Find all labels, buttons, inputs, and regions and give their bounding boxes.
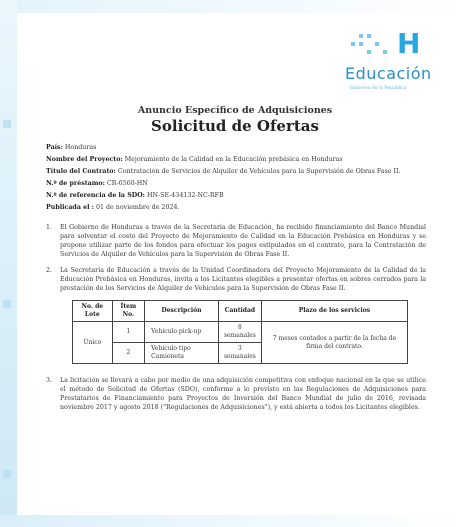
plazo-cell: 7 meses contados a partir de la fecha de firma del contrato. <box>261 322 407 364</box>
field-value: Honduras <box>62 144 97 151</box>
logo-wordmark: Educación <box>345 64 432 83</box>
field-value: Mejoramiento de la Calidad en la Educación prebásica en Honduras <box>122 156 343 163</box>
field-value: CR-6560-HN <box>104 180 148 187</box>
field-label: N.º de referencia de la SDO: <box>46 192 146 199</box>
list-item-text: La Secretaría de Educación a través de la Unidad Coordinadora del Proyecto Mejoramiento de la Calidad de la Educación Prebásica en Honduras, invita a los Licitantes elegibles a presentar ofertas en sobres cerrados para la prestación de los Servicios de Alquiler de Vehículos para la Supervisión de Obras Fase II. <box>60 267 426 292</box>
header-cell: Cantidad <box>218 301 261 322</box>
field-pais <box>46 143 426 152</box>
list-item <box>46 376 426 412</box>
field-label: Publicada el : <box>46 204 95 211</box>
logo-subtitle: Gobierno de la República <box>350 86 407 91</box>
table-header-row <box>73 301 408 322</box>
list-item-number: 3. <box>46 377 53 384</box>
document-body <box>46 143 426 419</box>
quantity-cell: 8 semanales <box>218 322 261 343</box>
logo-h-mark: H <box>397 27 421 60</box>
field-sdo <box>46 191 426 200</box>
field-label: Título del Contrato: <box>46 168 116 175</box>
header-cell: Descripción <box>145 301 219 322</box>
header-cell: No. de Lote <box>73 301 113 322</box>
field-publicada <box>46 203 426 212</box>
field-contrato <box>46 167 426 176</box>
item-cell: 2 <box>112 343 144 364</box>
field-proyecto <box>46 155 426 164</box>
list-item <box>46 266 426 293</box>
field-label: Nombre del Proyecto: <box>46 156 123 163</box>
lots-table <box>72 300 408 364</box>
header-cell: Ítem No. <box>112 301 144 322</box>
field-value: 01 de noviembre de 2024. <box>94 204 180 211</box>
numbered-list <box>46 223 426 412</box>
bottom-decor-band <box>0 515 470 527</box>
field-value: HN-SE-434132-NC-RFB <box>145 192 224 199</box>
item-cell: 1 <box>112 322 144 343</box>
quantity-cell: 3 semanales <box>218 343 261 364</box>
table-row <box>73 322 408 343</box>
field-prestamo <box>46 179 426 188</box>
lote-cell: Único <box>73 322 113 364</box>
left-decor-stripe <box>0 0 17 527</box>
header-cell: Plazo de los servicios <box>261 301 407 322</box>
logo-dots-icon <box>345 34 395 60</box>
field-label: N.º de préstamo: <box>46 180 105 187</box>
announcement-heading: Anuncio Específico de Adquisiciones <box>137 105 333 116</box>
field-value: Contratación de Servicios de Alquiler de Vehículos para la Supervisión de Obras Fase II. <box>115 168 401 175</box>
list-item-number: 2. <box>46 267 53 274</box>
description-cell: Vehículo pick-up <box>145 322 219 343</box>
list-item <box>46 223 426 259</box>
page-title: Solicitud de Ofertas <box>151 117 319 135</box>
description-cell: Vehículo tipo Camioneta <box>145 343 219 364</box>
top-decor-band <box>0 0 470 13</box>
list-item-text: El Gobierno de Honduras a través de la Secretaría de Educación, ha recibido financiamiento del Banco Mundial para solventar el costo del Proyecto de Mejoramiento de Calidad en la Educación Prebásica en Honduras y se propone utilizar parte de los fondos para efectuar los pagos estipulados en el contrato, para la Contratación de Servicios de Alquiler de Vehículos para la Supervisión de Obras Fase II. <box>60 224 426 258</box>
list-item-text: La licitación se llevará a cabo por medio de una adquisición competitiva con enfoque nacional en la que se utilice el método de Solicitud de Ofertas (SDO), conforme a lo previsto en las Regulaciones de Adquisiciones para Prestatarios de Financiamiento para Proyectos de Inversión del Banco Mundial de julio de 2016, revisada noviembre 2017 y agosto 2018 ("Regulaciones de Adquisiciones"), y está abierta a todos los Licitantes elegibles. <box>60 377 426 411</box>
list-item-number: 1. <box>46 224 53 231</box>
field-label: País: <box>46 144 63 151</box>
education-logo <box>345 27 435 62</box>
